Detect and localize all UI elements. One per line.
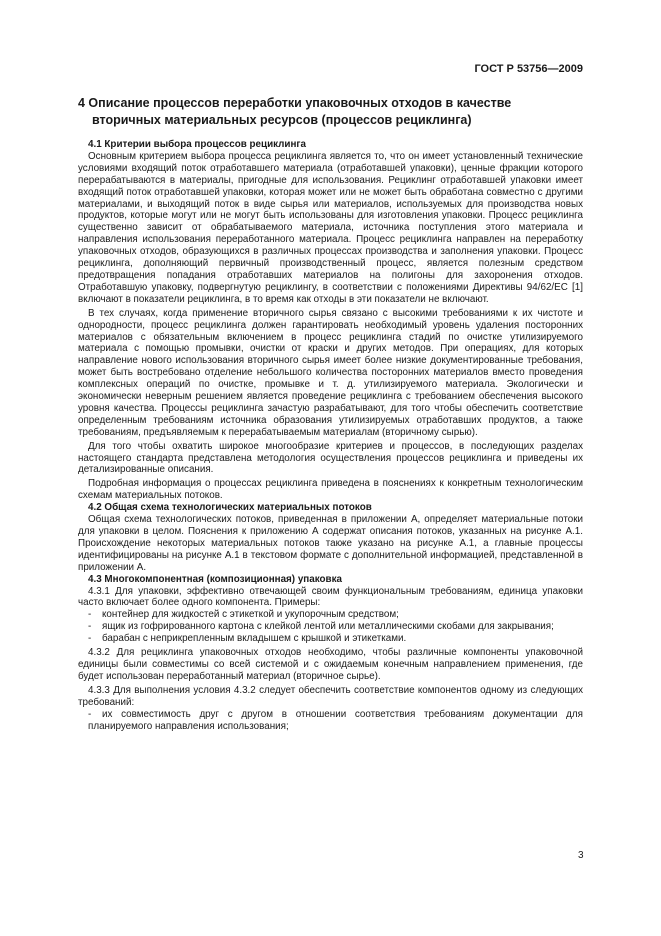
- paragraph-4-3-2: 4.3.2 Для рециклинга упаковочных отходов необходимо, чтобы различные компоненты упаковочной единицы были совместимы со всей системой и с ожидаемым конечным направлением применения, где будет использован переработанный материал (вторичное сырье).: [78, 647, 583, 682]
- list-dash: -: [88, 609, 92, 621]
- list-dash: -: [88, 708, 92, 720]
- section-title-line1: 4 Описание процессов переработки упаковочных отходов в качестве: [78, 96, 512, 110]
- list-item: - контейнер для жидкостей с этикеткой и укупорочным средством;: [88, 609, 399, 621]
- subsection-heading-4-3: 4.3 Многокомпонентная (композиционная) упаковка: [88, 573, 342, 585]
- list-dash: -: [88, 633, 92, 645]
- paragraph: Общая схема технологических потоков, приведенная в приложении А, определяет материальные потоки для упаковки в целом. Пояснения к приложению А содержат описания потоков, указанных на рисунке А.1. Происхождение некоторых материальных потоков также указано на рисунке А.1, а главные процессы идентифицированы на рисунке А.1 в текстовом формате с дополнительной информацией, представленной в приложении А.: [78, 514, 583, 573]
- paragraph: В тех случаях, когда применение вторичного сырья связано с высокими требованиями к их чистоте и однородности, процесс рециклинга должен гарантировать необходимый уровень удаления посторонних материалов с обязательным включением в процесс рециклинга стадий по очистке утилизируемого материала с помощью промывки, очистки от краски и других методов. При операциях, для которых направление нового использования вторичного сырья имеет более низкие документированные требования, может быть востребовано отделение небольшого количества посторонних материалов вместо проведения комплексных операций по очистке, промывке и т. д. утилизируемого материала. Экологически и экономически неверным решением является проведение рециклинга с требованием обеспечения высокого уровня качества. Процессы рециклинга зачастую разрабатывают, для того чтобы обеспечить соответствие определенным требованиям источника образования утилизируемых отработавших продуктов, а также требованиям, предъявляемым к перерабатываемым материалам (вторичному сырью).: [78, 307, 583, 438]
- list-dash: -: [88, 621, 92, 633]
- list-item: - их совместимость друг с другом в отношении соответствия требованиям документации для планируемого направления использования;: [88, 708, 583, 732]
- paragraph: Основным критерием выбора процесса рециклинга является то, что он имеет установленный технические условиями входящий поток отработавшего материала (отработавшей упаковки), ценные фракции которого перерабатываются в материалы, пригодные для использования. Рециклинг отработавшей упаковки имеет входящий поток отработавшей упаковки, которая может или не может быть обработана совместно с другими материалами, и выходящий поток в виде сырья или материалов, используемых для производства новых продуктов, которые могут или не могут быть использованы для изготовления упаковки. Процесс рециклинга существенно зависит от обрабатываемого материала, источника поступления этого материала и направления использования переработанного материала. Процесс рециклинга направлен на переработку упаковочных отходов, образующихся в различных процессах производства и заполнения упаковки. Процесс рециклинга, дополняющий первичный производственный процесс, является полезным средством предотвращения попадания отработавших материалов на полигоны для захоронения отходов. Отработавшую упаковку, подвергнутую рециклингу, в соответствии с положениями Директивы 94/62/ЕС [1] включают в показатели рециклинга, в то время как отходы в эти показатели не включают.: [78, 150, 583, 305]
- list-item: - ящик из гофрированного картона с клейкой лентой или металлическими скобами для закрывания;: [88, 621, 554, 633]
- document-body: [78, 139, 583, 732]
- section-title-line2: вторичных материальных ресурсов (процессов рециклинга): [92, 113, 472, 127]
- page-number: 3: [578, 850, 584, 861]
- subsection-heading-4-1: 4.1 Критерии выбора процессов рециклинга: [88, 139, 306, 150]
- list-item: - барабан с неприкрепленным вкладышем с крышкой и этикетками.: [88, 633, 407, 645]
- paragraph: Для того чтобы охватить широкое многообразие критериев и процессов, в последующих разделах настоящего стандарта представлена методология осуществления процессов рециклинга и приведены их детализированные описания.: [78, 440, 583, 476]
- section-title: [78, 95, 588, 129]
- document-header: ГОСТ Р 53756—2009: [474, 63, 583, 75]
- paragraph: Подробная информация о процессах рециклинга приведена в пояснениях к конкретным технологическим схемам материальных потоков.: [78, 478, 583, 502]
- subsection-heading-4-2: 4.2 Общая схема технологических материальных потоков: [88, 502, 372, 514]
- paragraph-4-3-3: 4.3.3 Для выполнения условия 4.3.2 следует обеспечить соответствие компонентов одному из следующих требований:: [78, 684, 583, 708]
- paragraph-4-3-1: 4.3.1 Для упаковки, эффективно отвечающей своим функциональным требованиям, единица упаковки часто включает более одного компонента. Примеры:: [78, 585, 583, 609]
